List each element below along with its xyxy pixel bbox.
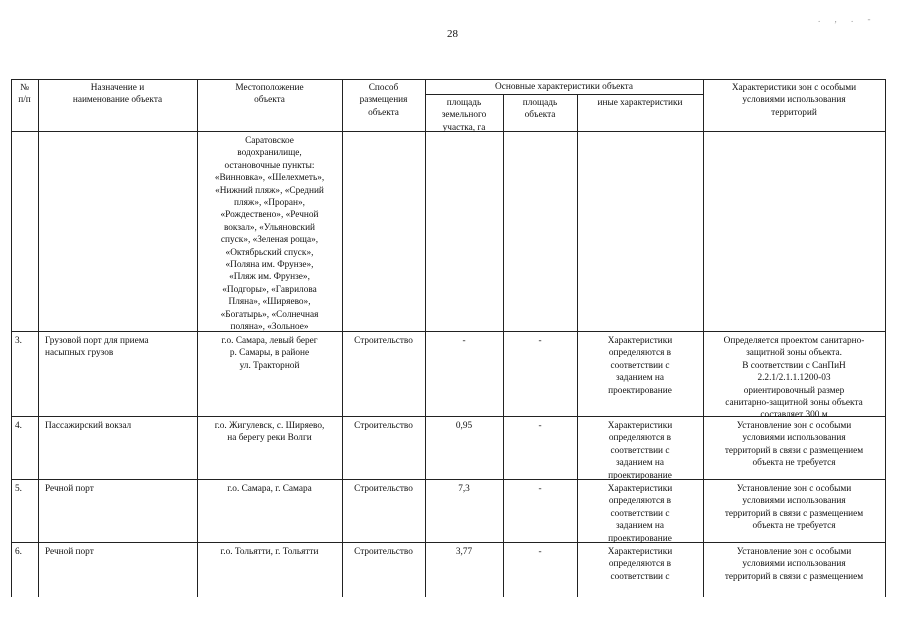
- row-zones: Установление зон с особыми условиями использования территорий в связи с размещением: [724, 547, 864, 582]
- table-rule: [11, 331, 886, 332]
- table-rule: [577, 94, 578, 597]
- row-location: Саратовское водохранилище, остановочные пункты: «Винновка», «Шелехметь», «Нижний пляж», «Средний пляж», «Проран», «Рождествено», «Речной вокзал», «Ульяновский спуск», «Зеленая роща», «Октябрьский спуск», «Поляна им. Фрунзе», «Пляж им. Фрунзе», «Подгоры», «Гаврилова Пляна», «Ширяево», «Богатырь», «Солнечная поляна», «Зольное»: [214, 136, 325, 333]
- row-object-area: -: [538, 547, 542, 557]
- row-land-area: 3,77: [455, 547, 473, 557]
- table-rule: [11, 479, 886, 480]
- header-method: Способ размещения объекта: [359, 83, 408, 118]
- table-rule: [11, 79, 12, 597]
- header-location: Местоположение объекта: [235, 83, 304, 106]
- row-object-area: -: [538, 484, 542, 494]
- table-rule: [11, 79, 886, 80]
- row-zones: Установление зон с особыми условиями использования территорий в связи с размещением объекта не требуется: [724, 484, 864, 532]
- page-number: 28: [447, 28, 458, 40]
- table-rule: [38, 79, 39, 597]
- row-location: г.о. Самара, г. Самара: [227, 484, 312, 494]
- header-object-area: площадь объекта: [522, 98, 558, 121]
- row-purpose: Пассажирский вокзал: [45, 421, 132, 431]
- row-method: Строительство: [354, 421, 413, 431]
- row-purpose: Речной порт: [45, 484, 94, 494]
- row-method: Строительство: [354, 484, 413, 494]
- row-method: Строительство: [354, 547, 413, 557]
- row-land-area: -: [462, 336, 466, 346]
- row-num: 5.: [15, 484, 22, 494]
- row-land-area: 0,95: [455, 421, 473, 431]
- row-other: Характеристики определяются в соответствии с заданием на проектирование: [607, 336, 673, 396]
- row-object-area: -: [538, 421, 542, 431]
- table-rule: [342, 79, 343, 597]
- table-rule: [885, 79, 886, 597]
- row-location: г.о. Самара, левый берег р. Самары, в районе ул. Тракторной: [221, 336, 318, 371]
- table-rule: [503, 94, 504, 597]
- header-other: иные характеристики: [597, 98, 683, 108]
- header-zones: Характеристики зон с особыми условиями использования территорий: [731, 83, 857, 118]
- row-location: г.о. Жигулевск, с. Ширяево, на берегу реки Волги: [214, 421, 325, 444]
- table-rule: [11, 542, 886, 543]
- table-rule: [197, 79, 198, 597]
- table-rule: [703, 79, 704, 597]
- row-method: Строительство: [354, 336, 413, 346]
- row-location: г.о. Тольятти, г. Тольятти: [220, 547, 319, 557]
- scan-marks: . , . -: [818, 14, 877, 24]
- row-zones: Установление зон с особыми условиями использования территорий в связи с размещением объекта не требуется: [724, 421, 864, 469]
- row-num: 3.: [15, 336, 22, 346]
- row-other: Характеристики определяются в соответствии с заданием на проектирование: [607, 421, 673, 481]
- row-zones: Определяется проектом санитарно- защитной зоны объекта. В соответствии с СанПиН 2.2.1/2.1.1.1200-03 ориентировочный размер санитарно-защитной зоны объекта составляет 300 м: [723, 336, 865, 421]
- row-other: Характеристики определяются в соответствии с: [607, 547, 673, 582]
- row-land-area: 7,3: [458, 484, 470, 494]
- row-other: Характеристики определяются в соответствии с заданием на проектирование: [607, 484, 673, 544]
- row-object-area: -: [538, 336, 542, 346]
- header-main-characteristics: Основные характеристики объекта: [495, 82, 633, 92]
- row-num: 4.: [15, 421, 22, 431]
- header-land-area: площадь земельного участка, га: [441, 98, 487, 133]
- table-rule: [425, 79, 426, 597]
- header-purpose: Назначение и наименование объекта: [72, 83, 163, 106]
- row-num: 6.: [15, 547, 22, 557]
- row-purpose: Грузовой порт для приема насыпных грузов: [45, 336, 149, 359]
- header-num: № п/п: [18, 83, 31, 106]
- table-rule: [425, 94, 704, 95]
- row-purpose: Речной порт: [45, 547, 94, 557]
